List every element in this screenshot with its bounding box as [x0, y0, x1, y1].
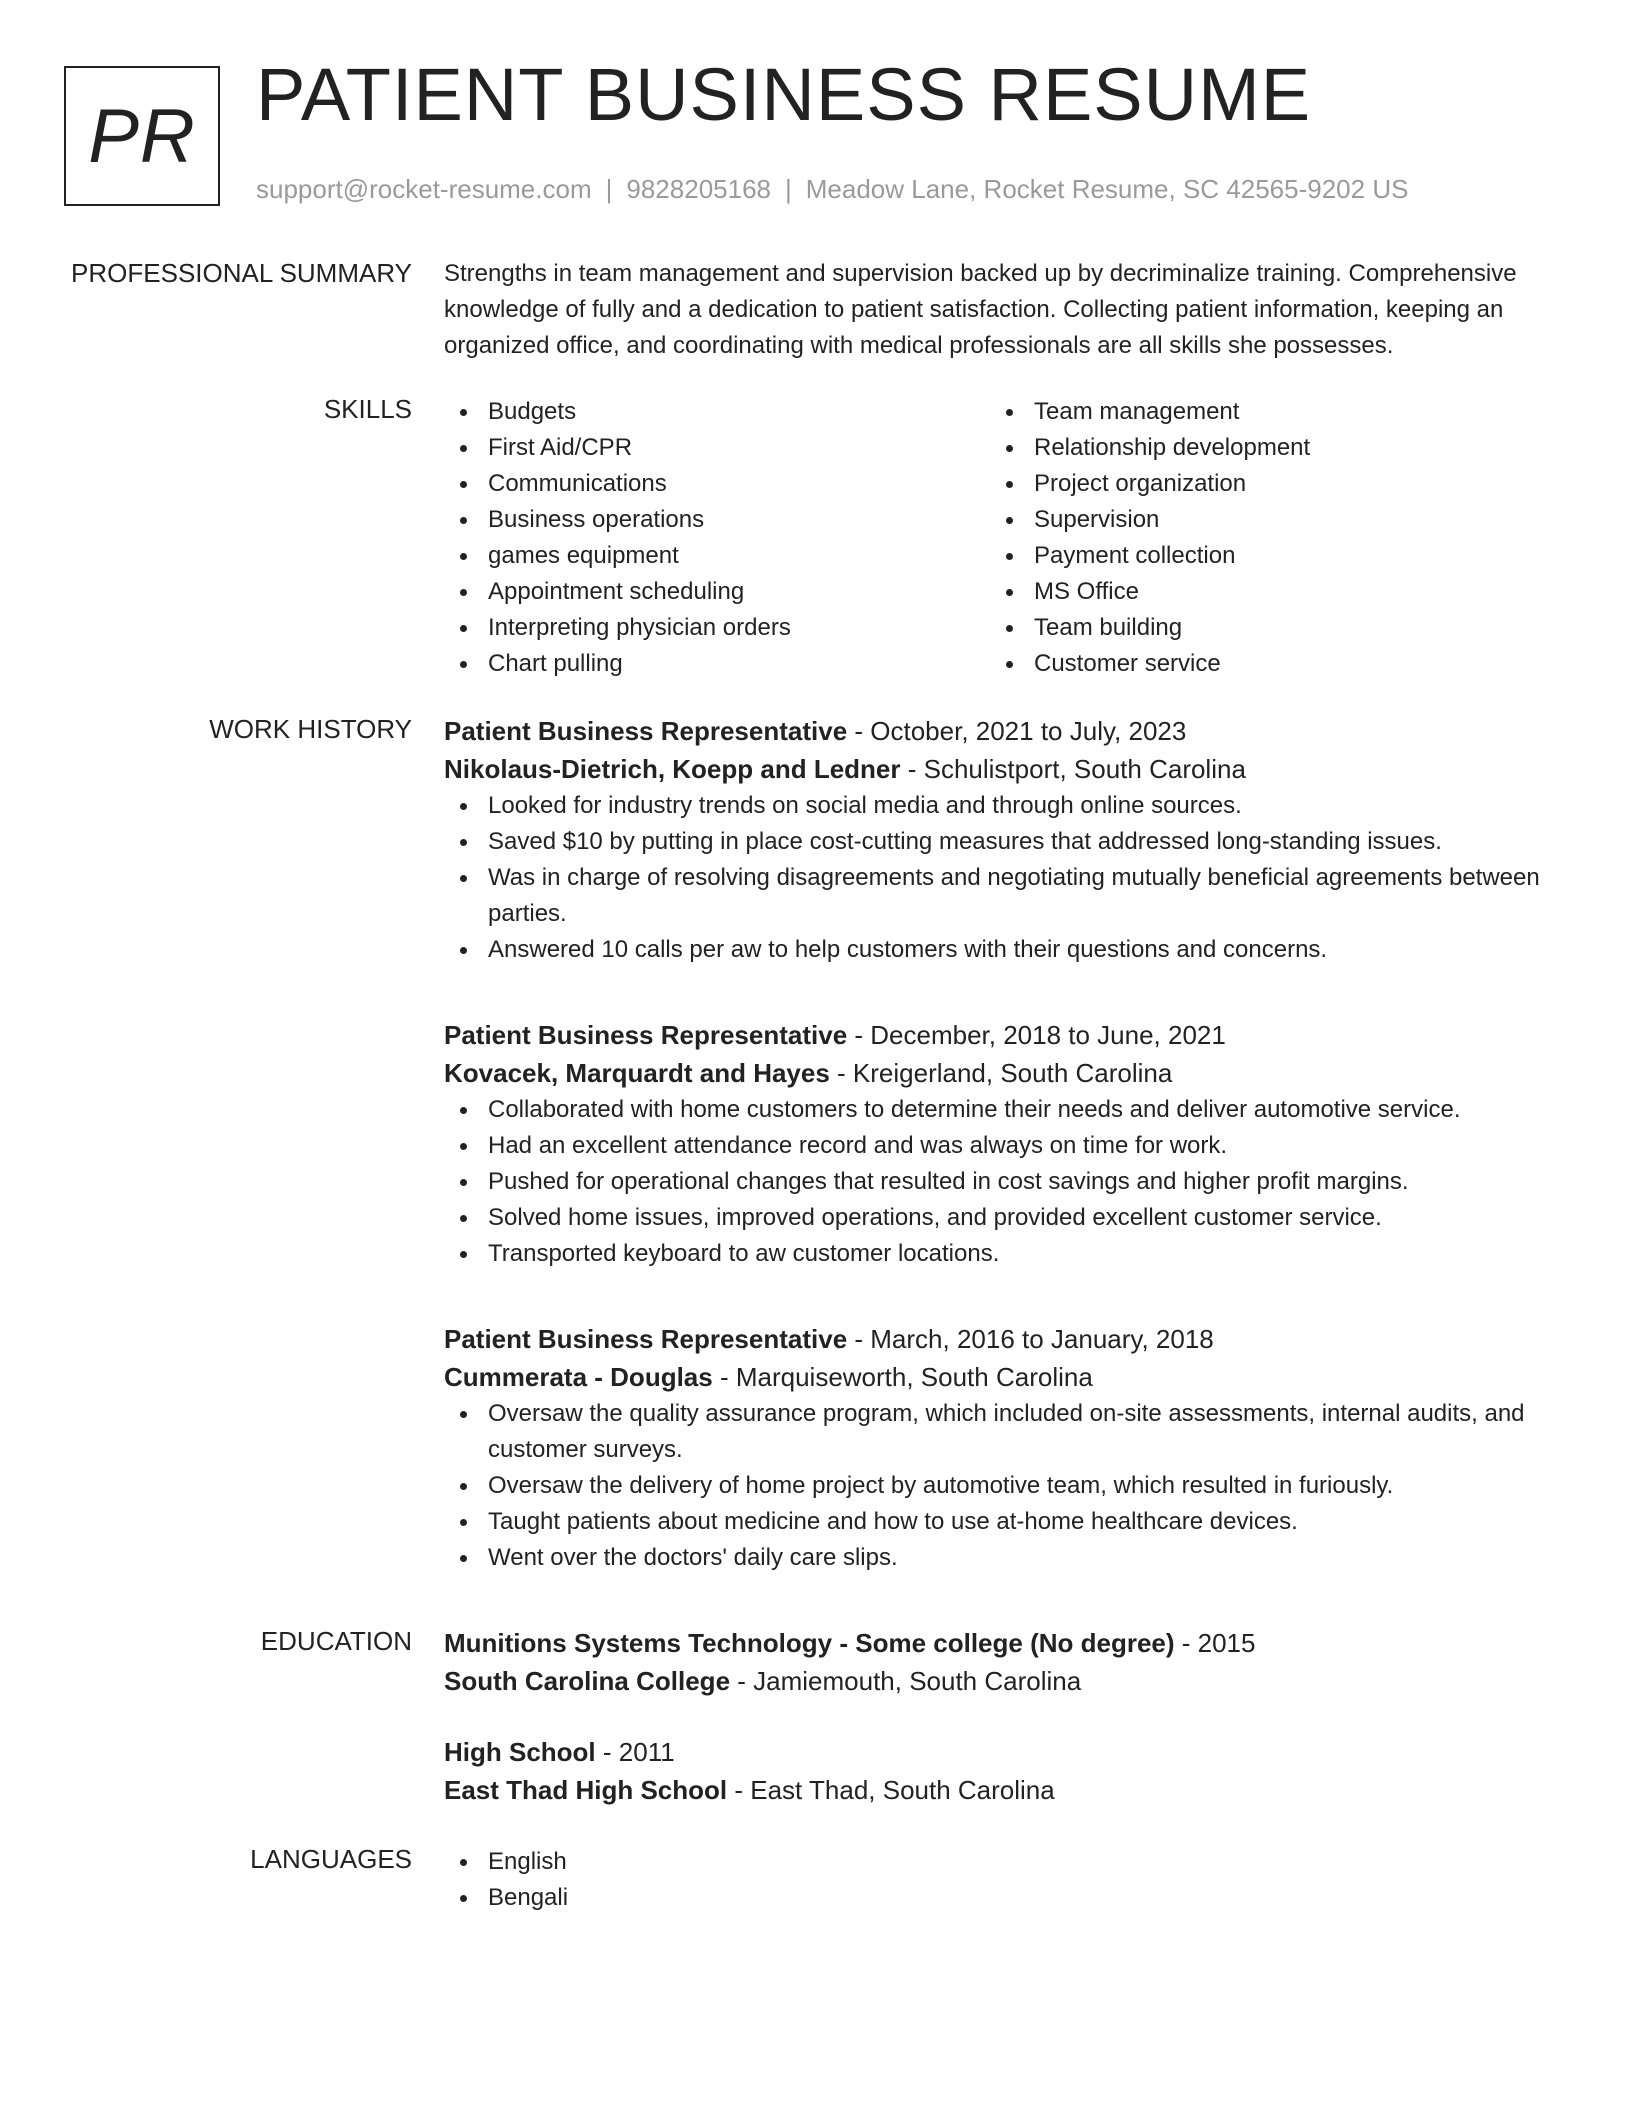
skills-list-left	[444, 394, 990, 682]
initials-monogram	[64, 66, 220, 206]
skill-item: Project organization	[990, 466, 1536, 502]
skill-item: Team building	[990, 610, 1536, 646]
contact-separator: |	[785, 174, 792, 204]
education-location: - East Thad, South Carolina	[727, 1775, 1055, 1805]
job-company-line	[444, 750, 1564, 788]
job-bullet: Had an excellent attendance record and was always on time for work.	[444, 1128, 1564, 1164]
job-location: - Kreigerland, South Carolina	[829, 1058, 1173, 1088]
job-bullet: Went over the doctors' daily care slips.	[444, 1540, 1564, 1576]
job-bullet: Looked for industry trends on social media and through online sources.	[444, 788, 1564, 824]
language-item: Bengali	[444, 1880, 1564, 1916]
job-dates: - October, 2021 to July, 2023	[847, 716, 1187, 746]
contact-separator: |	[605, 174, 613, 204]
job-bullets	[444, 1396, 1564, 1576]
skill-item: Communications	[444, 466, 990, 502]
job-company: Nikolaus-Dietrich, Koepp and Ledner	[444, 754, 901, 784]
skill-item: Relationship development	[990, 430, 1536, 466]
education-year: - 2011	[595, 1737, 675, 1767]
skills-body	[444, 394, 1564, 682]
job-title: Patient Business Representative	[444, 1020, 848, 1050]
job-bullet: Pushed for operational changes that resulted in cost savings and higher profit margins.	[444, 1164, 1564, 1200]
contact-email: support@rocket-resume.com	[256, 174, 592, 204]
skill-item: Business operations	[444, 502, 990, 538]
job-title: Patient Business Representative	[444, 716, 848, 746]
skill-item: Payment collection	[990, 538, 1536, 574]
job-bullets	[444, 1092, 1564, 1272]
job-company: Cummerata - Douglas	[444, 1362, 713, 1392]
section-label-skills: SKILLS	[323, 394, 412, 424]
education-degree: High School	[444, 1737, 596, 1767]
job-dates: - December, 2018 to June, 2021	[847, 1020, 1226, 1050]
job-bullet: Taught patients about medicine and how to use at-home healthcare devices.	[444, 1504, 1564, 1540]
summary-text: Strengths in team management and supervision backed up by decriminalize training. Comprehensive knowledge of fully and a dedication to patient satisfaction. Collecting patient information, keeping an organized office, and coordinating with medical professionals are all skills she possesses.	[444, 260, 1517, 359]
job-bullets	[444, 788, 1564, 968]
education-degree-line	[444, 1733, 1564, 1771]
job-bullet: Oversaw the quality assurance program, which included on-site assessments, internal audits, and customer surveys.	[444, 1396, 1564, 1468]
job-bullet: Oversaw the delivery of home project by automotive team, which resulted in furiously.	[444, 1468, 1564, 1504]
job-bullet: Transported keyboard to aw customer locations.	[444, 1236, 1564, 1272]
job-company-line	[444, 1358, 1564, 1396]
job-title-line	[444, 712, 1564, 750]
job-entry	[444, 1320, 1564, 1576]
job-bullet: Was in charge of resolving disagreements and negotiating mutually beneficial agreements between parties.	[444, 860, 1564, 932]
skills-list-right	[990, 394, 1536, 682]
skill-item: Budgets	[444, 394, 990, 430]
summary-body	[444, 256, 1564, 364]
skill-item: games equipment	[444, 538, 990, 574]
job-title-line	[444, 1320, 1564, 1358]
education-school: East Thad High School	[444, 1775, 728, 1805]
job-bullet: Saved $10 by putting in place cost-cutting measures that addressed long-standing issues.	[444, 824, 1564, 860]
skills-columns	[444, 394, 1564, 682]
section-label-education: EDUCATION	[260, 1626, 412, 1656]
job-bullet: Answered 10 calls per aw to help customers with their questions and concerns.	[444, 932, 1564, 968]
education-degree-line	[444, 1624, 1564, 1662]
job-dates: - March, 2016 to January, 2018	[847, 1324, 1214, 1354]
job-entry	[444, 712, 1564, 968]
job-company-line	[444, 1054, 1564, 1092]
contact-phone: 9828205168	[626, 174, 771, 204]
skill-item: Chart pulling	[444, 646, 990, 682]
contact-line	[256, 174, 1408, 205]
skill-item: MS Office	[990, 574, 1536, 610]
resume-title: PATIENT BUSINESS RESUME	[256, 53, 1312, 136]
contact-address: Meadow Lane, Rocket Resume, SC 42565-9202 US	[805, 174, 1409, 204]
job-company: Kovacek, Marquardt and Hayes	[444, 1058, 830, 1088]
initials-text: PR	[88, 93, 196, 179]
education-entry	[444, 1624, 1564, 1700]
skill-item: Supervision	[990, 502, 1536, 538]
job-bullet: Solved home issues, improved operations, and provided excellent customer service.	[444, 1200, 1564, 1236]
languages-body	[444, 1844, 1564, 1916]
job-title-line	[444, 1016, 1564, 1054]
education-school: South Carolina College	[444, 1666, 731, 1696]
language-item: English	[444, 1844, 1564, 1880]
job-location: - Marquiseworth, South Carolina	[712, 1362, 1093, 1392]
job-entry	[444, 1016, 1564, 1272]
education-entry	[444, 1733, 1564, 1809]
job-location: - Schulistport, South Carolina	[900, 754, 1246, 784]
education-degree: Munitions Systems Technology - Some college (No degree)	[444, 1628, 1175, 1658]
skill-item: Interpreting physician orders	[444, 610, 990, 646]
education-location: - Jamiemouth, South Carolina	[730, 1666, 1082, 1696]
skill-item: Appointment scheduling	[444, 574, 990, 610]
skill-item: First Aid/CPR	[444, 430, 990, 466]
section-label-languages: LANGUAGES	[250, 1844, 412, 1874]
section-label-work: WORK HISTORY	[209, 714, 412, 744]
languages-list	[444, 1844, 1564, 1916]
job-bullet: Collaborated with home customers to determine their needs and deliver automotive service.	[444, 1092, 1564, 1128]
education-school-line	[444, 1771, 1564, 1809]
education-year: - 2015	[1174, 1628, 1256, 1658]
skill-item: Team management	[990, 394, 1536, 430]
education-school-line	[444, 1662, 1564, 1700]
skill-item: Customer service	[990, 646, 1536, 682]
job-title: Patient Business Representative	[444, 1324, 848, 1354]
section-label-summary: PROFESSIONAL SUMMARY	[71, 258, 412, 288]
